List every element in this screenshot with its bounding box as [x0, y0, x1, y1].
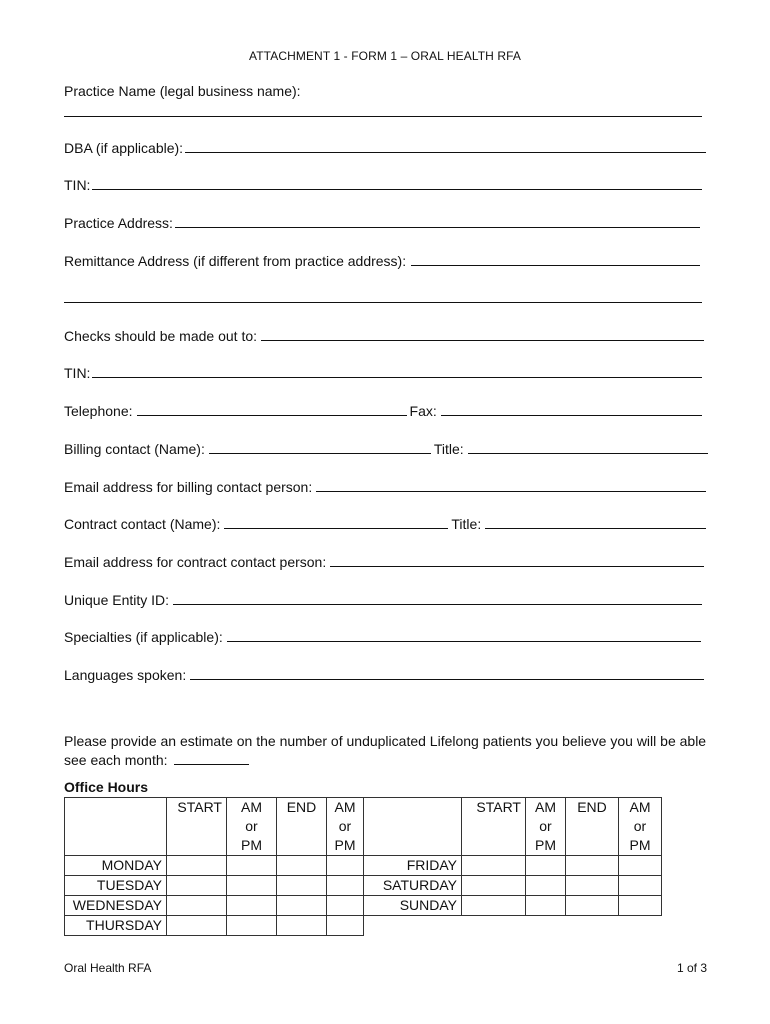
am-pm-header-3: AM or PM	[526, 798, 566, 856]
unique-entity-id-field[interactable]	[64, 591, 702, 609]
remittance-address-label: Remittance Address (if different from practice address):	[64, 253, 407, 269]
footer-document-name: Oral Health RFA	[64, 961, 152, 975]
day-friday: FRIDAY	[364, 856, 462, 876]
specialties-field[interactable]	[64, 628, 701, 646]
dba-label: DBA (if applicable):	[64, 140, 184, 156]
day-wednesday: WEDNESDAY	[65, 896, 167, 916]
tuesday-start-cell[interactable]	[167, 876, 227, 896]
tuesday-end-cell[interactable]	[277, 876, 327, 896]
thursday-end-cell[interactable]	[277, 916, 327, 936]
contract-title-field[interactable]	[485, 516, 706, 529]
thursday-start-ampm-cell[interactable]	[227, 916, 277, 936]
wednesday-end-ampm-cell[interactable]	[327, 896, 364, 916]
day-monday: MONDAY	[65, 856, 167, 876]
monday-start-cell[interactable]	[167, 856, 227, 876]
patient-estimate-text: Please provide an estimate on the number of unduplicated Lifelong patients you believe you will be able see each month:	[64, 733, 707, 768]
day-sunday: SUNDAY	[364, 896, 462, 916]
billing-contact-field[interactable]	[209, 441, 431, 454]
friday-start-cell[interactable]	[462, 856, 526, 876]
remittance-address-line2[interactable]	[64, 289, 706, 307]
empty-cell	[526, 916, 566, 936]
empty-cell	[364, 916, 462, 936]
telephone-field[interactable]	[137, 403, 407, 416]
header-day-cell	[65, 798, 167, 856]
billing-contact-label: Billing contact (Name):	[64, 441, 205, 457]
table-row	[65, 896, 662, 916]
table-row	[65, 916, 662, 936]
start-header: START	[167, 798, 227, 856]
empty-cell	[619, 916, 662, 936]
sunday-end-ampm-cell[interactable]	[619, 896, 662, 916]
fax-field[interactable]	[441, 403, 702, 416]
sunday-end-cell[interactable]	[566, 896, 619, 916]
unique-entity-id-label: Unique Entity ID:	[64, 592, 170, 608]
thursday-end-ampm-cell[interactable]	[327, 916, 364, 936]
practice-address-label: Practice Address:	[64, 215, 173, 231]
billing-contact-row	[64, 440, 708, 458]
patient-estimate-field[interactable]	[174, 752, 249, 765]
monday-start-ampm-cell[interactable]	[227, 856, 277, 876]
checks-payable-field[interactable]	[64, 327, 704, 345]
remittance-address-field[interactable]	[64, 252, 700, 270]
tin-label: TIN:	[64, 177, 91, 193]
empty-cell	[566, 916, 619, 936]
contract-contact-field[interactable]	[224, 516, 448, 529]
wednesday-end-cell[interactable]	[277, 896, 327, 916]
friday-start-ampm-cell[interactable]	[526, 856, 566, 876]
end-header: END	[277, 798, 327, 856]
tuesday-start-ampm-cell[interactable]	[227, 876, 277, 896]
office-hours-header-row	[65, 798, 662, 856]
sunday-start-ampm-cell[interactable]	[526, 896, 566, 916]
tuesday-end-ampm-cell[interactable]	[327, 876, 364, 896]
contract-title-label: Title:	[451, 516, 482, 532]
footer-page-number: 1 of 3	[676, 961, 707, 975]
day-saturday: SATURDAY	[364, 876, 462, 896]
friday-end-cell[interactable]	[566, 856, 619, 876]
sunday-start-cell[interactable]	[462, 896, 526, 916]
start-header-right: START	[462, 798, 526, 856]
table-row	[65, 876, 662, 896]
end-header-right: END	[566, 798, 619, 856]
monday-end-cell[interactable]	[277, 856, 327, 876]
contract-contact-row	[64, 515, 706, 533]
telephone-label: Telephone:	[64, 403, 133, 419]
patient-estimate-question	[64, 732, 709, 770]
wednesday-start-ampm-cell[interactable]	[227, 896, 277, 916]
wednesday-start-cell[interactable]	[167, 896, 227, 916]
practice-name-label: Practice Name (legal business name):	[64, 83, 301, 99]
day-thursday: THURSDAY	[65, 916, 167, 936]
friday-end-ampm-cell[interactable]	[619, 856, 662, 876]
saturday-end-ampm-cell[interactable]	[619, 876, 662, 896]
day-tuesday: TUESDAY	[65, 876, 167, 896]
tin-field[interactable]	[64, 176, 702, 194]
monday-end-ampm-cell[interactable]	[327, 856, 364, 876]
languages-label: Languages spoken:	[64, 667, 187, 683]
telephone-fax-row	[64, 402, 702, 420]
contract-email-label: Email address for contract contact person:	[64, 554, 327, 570]
empty-cell	[462, 916, 526, 936]
saturday-start-ampm-cell[interactable]	[526, 876, 566, 896]
specialties-label: Specialties (if applicable):	[64, 629, 223, 645]
am-pm-header: AM or PM	[227, 798, 277, 856]
office-hours-title: Office Hours	[64, 779, 149, 795]
saturday-start-cell[interactable]	[462, 876, 526, 896]
page-title: ATTACHMENT 1 - FORM 1 – ORAL HEALTH RFA	[249, 49, 521, 63]
saturday-end-cell[interactable]	[566, 876, 619, 896]
billing-title-field[interactable]	[468, 441, 708, 454]
contract-email-field[interactable]	[64, 553, 704, 571]
table-row	[65, 856, 662, 876]
practice-name-field[interactable]	[64, 103, 706, 121]
languages-field[interactable]	[64, 666, 704, 684]
am-pm-header-4: AM or PM	[619, 798, 662, 856]
thursday-start-cell[interactable]	[167, 916, 227, 936]
contract-contact-label: Contract contact (Name):	[64, 516, 221, 532]
billing-email-field[interactable]	[64, 478, 706, 496]
header-day-cell-right	[364, 798, 462, 856]
billing-email-label: Email address for billing contact person:	[64, 479, 313, 495]
office-hours-table	[64, 797, 662, 936]
checks-payable-label: Checks should be made out to:	[64, 328, 258, 344]
am-pm-header-2: AM or PM	[327, 798, 364, 856]
practice-address-field[interactable]	[64, 214, 700, 232]
dba-field[interactable]	[64, 139, 706, 157]
billing-title-label: Title:	[433, 441, 464, 457]
tin-field-2[interactable]	[64, 364, 702, 382]
fax-label: Fax:	[409, 403, 437, 419]
tin-label-2: TIN:	[64, 365, 91, 381]
